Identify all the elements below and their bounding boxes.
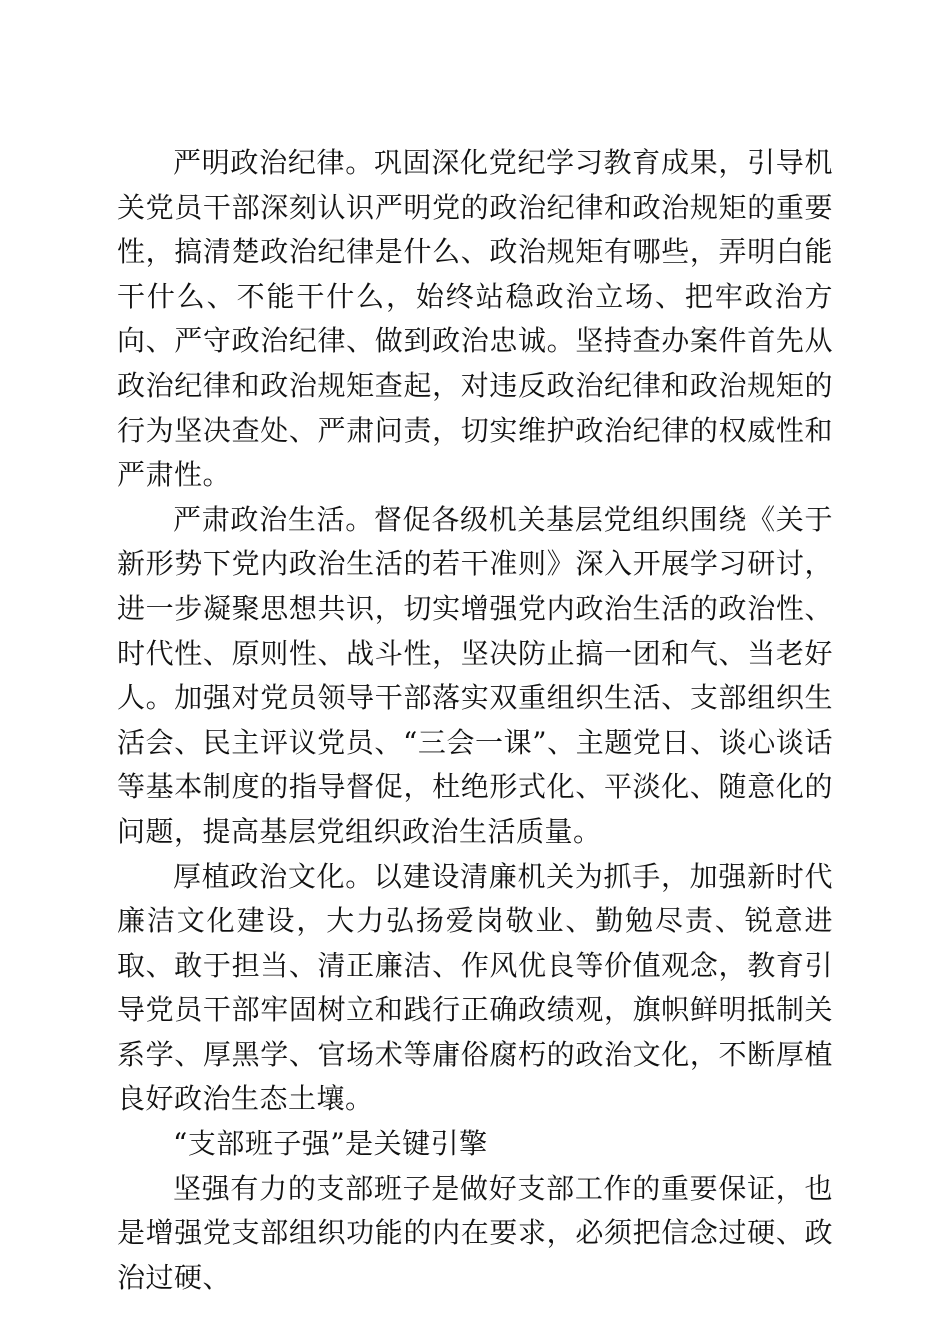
paragraph-political-life: 严肃政治生活。督促各级机关基层党组织围绕《关于新形势下党内政治生活的若干准则》深入开展学习研讨，进一步凝聚思想共识，切实增强党内政治生活的政治性、时代性、原则性、战斗性，坚决防止搞一团和气、当老好人。加强对党员领导干部落实双重组织生活、支部组织生活会、民主评议党员、“三会一课”、主题党日、谈心谈话等基本制度的指导督促，杜绝形式化、平淡化、随意化的问题，提高基层党组织政治生活质量。 <box>117 502 833 848</box>
paragraph-political-culture: 厚植政治文化。以建设清廉机关为抓手，加强新时代廉洁文化建设，大力弘扬爱岗敬业、勤勉尽责、锐意进取、敢于担当、清正廉洁、作风优良等价值观念，教育引导党员干部牢固树立和践行正确政绩观，旗帜鲜明抵制关系学、厚黑学、官场术等庸俗腐朽的政治文化，不断厚植良好政治生态土壤。 <box>117 859 833 1116</box>
section-heading: “支部班子强”是关键引擎 <box>173 1127 488 1161</box>
paragraph-political-discipline: 严明政治纪律。巩固深化党纪学习教育成果，引导机关党员干部深刻认识严明党的政治纪律和政治规矩的重要性，搞清楚政治纪律是什么、政治规矩有哪些，弄明白能干什么、不能干什么，始终站稳政治立场、把牢政治方向、严守政治纪律、做到政治忠诚。坚持查办案件首先从政治纪律和政治规矩查起，对违反政治纪律和政治规矩的行为坚决查处、严肃问责，切实维护政治纪律的权威性和严肃性。 <box>117 146 833 492</box>
paragraph-branch-leadership: 坚强有力的支部班子是做好支部工作的重要保证，也是增强党支部组织功能的内在要求，必须把信念过硬、政治过硬、 <box>117 1171 833 1294</box>
document-body <box>117 141 833 1300</box>
